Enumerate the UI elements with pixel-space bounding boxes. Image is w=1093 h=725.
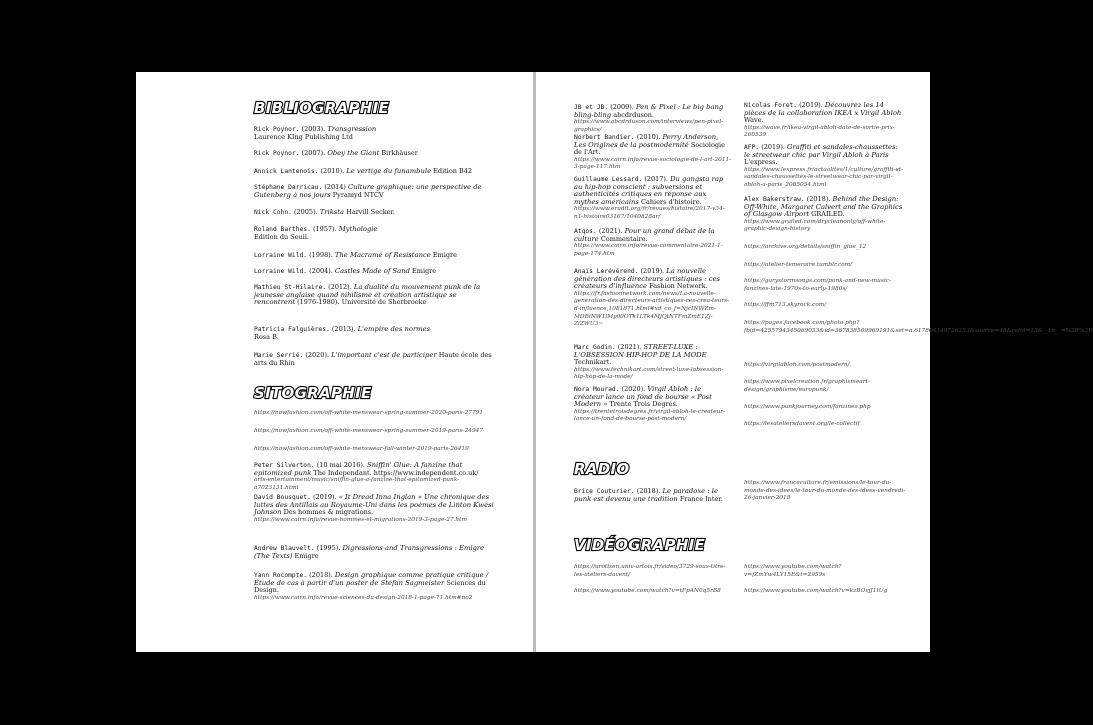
bib-entry — [254, 184, 494, 199]
entry-author: JB et JB. — [574, 104, 609, 111]
entry-title: Pour un grand débat de la culture — [574, 227, 715, 243]
entry-publisher: Commentaire. — [598, 234, 648, 243]
entry-publisher: Wave. — [744, 116, 764, 125]
bib-entry — [254, 252, 494, 260]
entry-url[interactable]: https://urotisen.univ-artois.fr/video/3729-sous-titre-les-ateliers-davent/ — [574, 564, 726, 578]
entry-year: (2009). — [608, 103, 636, 111]
entry-author: Marie Serrié. — [254, 352, 304, 359]
entry-url[interactable]: https://www.grailed.com/drycleanonly/off-white-graphic-design-history — [744, 218, 886, 233]
sitographie-heading: SITOGRAPHIE — [254, 384, 372, 402]
entry-url[interactable]: https://www.cairn.info/revue-sciences-du-design-2018-1-page-71.htm#no2 — [254, 594, 473, 601]
entry-author: AFP. — [744, 144, 760, 151]
ref-entry — [574, 268, 732, 329]
entry-publisher: Sociologie de l'Art. — [574, 140, 725, 157]
entry-title: STREET-LUXE : L'OBSESSION HIP-HOP DE LA MODE — [574, 343, 707, 359]
entry-title: Design graphique comme pratique critique / Étude de cas à partir d'un poster de Stefan Sagmeister — [254, 571, 489, 587]
entry-year: (2004). — [307, 267, 335, 275]
entry-publisher: Fashion Network. — [647, 282, 708, 291]
ref-entry — [574, 344, 732, 382]
bib-entry — [254, 284, 494, 307]
entry-year: (2014) — [322, 183, 348, 191]
entry-url[interactable]: https://www.erudit.org/fr/revues/histoire/2017-v34-n1-histoire03167/1040828ar/ — [574, 206, 725, 220]
ref-entry — [574, 228, 732, 258]
entry-title: Virgil Abloh : le créateur lance un fond de bourse « Post Modern » — [574, 385, 712, 409]
entry-author: Patricia Falguières. — [254, 326, 330, 333]
entry-title: La nouvelle génération des directeurs artistiques : ces créateurs d'influence — [574, 267, 721, 291]
entry-url[interactable]: https://nowfashion.com/off-white-menswear-spring-summer-2019-paris-24947 — [254, 428, 484, 434]
left-page — [136, 72, 533, 652]
entry-author: Lorraine Wild. — [254, 252, 308, 259]
ref-entry — [744, 102, 906, 140]
entry-publisher: abcdrduson. — [611, 110, 655, 119]
bib-entry — [254, 168, 489, 176]
bib-entry — [254, 126, 489, 141]
entry-publisher: Haute école des arts du Rhin — [254, 351, 492, 367]
video-entry — [744, 564, 906, 579]
entry-title: L'important c'est de participer — [331, 351, 437, 359]
entry-url[interactable]: https://garystormsongs.com/punk-and-new-music-fanzines-late-1970s-to-early-1980s/ — [744, 278, 891, 292]
entry-publisher: (1976-1980). Université de Sherbrooke — [295, 298, 427, 307]
entry-title: Culture graphique: une perspective de Gutenberg à nos jours — [254, 183, 482, 199]
entry-year: (2020). — [303, 351, 332, 359]
video-entry — [744, 588, 906, 596]
entry-title: Obey the Giant — [327, 149, 380, 157]
entry-author: Lorraine Wild. — [254, 268, 308, 275]
entry-url[interactable]: https://fr.fashionnetwork.com/news/La-nouvelle-generation-des-directeurs-artistiques-ces-crea-teurs-d-influence,1081871.html#xd_co_f=NjcINWZm-MDBiNW1lMy00OTk1LTk4MjQtNTFmZmE1Zj-ZiZWU3~ — [574, 290, 730, 328]
ref-entry — [744, 379, 906, 394]
radio-entry — [574, 488, 732, 503]
entry-author: Rick Poynor. — [254, 150, 300, 157]
entry-author: Brice Couturier. — [574, 488, 635, 495]
entry-url[interactable]: https://trentetroisdegres.fr/virgil-abloh-le-createur-lance-un-fond-de-bourse-post-modern/ — [574, 408, 725, 423]
entry-url[interactable]: arts-entertainment/music/sniffin-glue-a-fanzine-that-epitomized-punk-a7023131.html — [254, 477, 460, 491]
entry-url[interactable]: https://www.youtube.com/watch?v=kzBOvjJ1tUg — [744, 588, 888, 594]
bibliographie-heading: BIBLIOGRAPHIE — [254, 99, 390, 117]
entry-year: (2003). — [299, 125, 328, 133]
entry-year: (2017). — [642, 175, 671, 183]
entry-author: Annick Lantenois. — [254, 168, 319, 175]
entry-author: Rick Poynor. — [254, 126, 300, 133]
entry-publisher: Laurence KIng Publishing Ltd — [254, 132, 353, 141]
ref-entry — [574, 386, 732, 424]
entry-year: (2012). — [326, 283, 354, 291]
entry-author: Anaïs Lerévérend. — [574, 268, 639, 275]
entry-author: Alex Bakerstraw. — [744, 196, 805, 203]
right-page — [536, 72, 1093, 652]
entry-url[interactable]: https://wave.fr/ikea-virgil-abloh-date-de-sortie-prix-260539 — [744, 124, 895, 139]
entry-url[interactable]: https://www.cairn.info/revue-sociologie-de-l-art-2011-3-page-117.htm — [574, 156, 732, 171]
entry-title: Découvrez les 14 pièces de la collaboration IKEA x Virgil Abloh — [744, 101, 902, 117]
entry-year: (2007). — [299, 149, 328, 157]
ref-entry — [744, 320, 1093, 335]
entry-year: (2010). — [634, 133, 663, 141]
entry-year: (2020). — [619, 385, 648, 393]
entry-author: Andrew Blauvelt. — [254, 545, 315, 552]
entry-author: Atqos. — [574, 228, 597, 235]
entry-url[interactable]: https://www.youtube.com/watch?v=fZmYw4LY15E&t=2959s — [744, 564, 842, 578]
entry-title: Perry Anderson, Les Origines de la postmodernité — [574, 133, 719, 149]
entry-publisher: The Independant. https://www.independent.co.uk/ — [311, 468, 479, 477]
bib-entry — [254, 150, 489, 158]
ref-entry — [744, 278, 906, 293]
ref-entry — [744, 302, 906, 310]
bib-entry — [254, 268, 494, 276]
entry-url[interactable]: https://www.punkjourney.com/fanzines.php — [744, 404, 871, 410]
entry-url[interactable]: https://ffm713.skyrock.com/ — [744, 302, 827, 308]
entry-title: Pen & Pixel : Le big bang bling-bling — [574, 103, 724, 119]
entry-year: (2021). — [596, 227, 625, 235]
entry-publisher: Cahiers d'histoire. — [638, 197, 702, 206]
entry-year: (2018). — [307, 571, 335, 579]
site-entry — [254, 462, 499, 492]
entry-url[interactable]: https://atelier-temeraire.tumblr.com/ — [744, 262, 853, 268]
entry-title: Digressions and Transgressions : Emigre (The Texts) — [254, 544, 485, 560]
radio-heading: RADIO — [574, 460, 630, 478]
entry-year: (2018). — [634, 487, 663, 495]
entry-title: Behind the Design: Off-White, Margaret Calvert and the Graphics of Glasgow Airport — [744, 195, 903, 219]
entry-year: (2018). — [804, 195, 833, 203]
entry-url[interactable]: https://nowfashion.com/off-white-menswear-spring-summer-2020-paris-27791 — [254, 410, 484, 416]
entry-url[interactable]: https://www.lexpress.fr/actualites/1/culture/graffiti-et-sandales-chaussettes-le-streetwear-chic-par-virgil-abloh-a-paris_2085054.html — [744, 166, 904, 188]
entry-author: Nora Mourad. — [574, 386, 620, 393]
entry-year: (1998). — [307, 251, 335, 259]
ref-entry — [744, 262, 906, 270]
site-entry — [254, 446, 499, 454]
entry-publisher: Birkhäuser — [379, 149, 418, 157]
bib-entry — [254, 226, 494, 241]
entry-url[interactable]: https://archive.org/details/sniffin_glue_12 — [744, 244, 867, 250]
ref-entry — [574, 176, 732, 222]
entry-url[interactable]: https://www.youtube.com/watch?v=tFpAN0q5rB8 — [574, 588, 721, 594]
entry-year: (2019). — [310, 493, 339, 501]
entry-title: L'empire des normes — [357, 325, 431, 333]
entry-author: Peter Silverton. — [254, 462, 315, 469]
entry-url[interactable]: https://virgilabloh.com/postmodern/ — [744, 362, 850, 368]
entry-url[interactable]: https://www.abcdrduson.com/interviews/pen-pixel-graphics/ — [574, 119, 724, 133]
entry-publisher: Emigre — [409, 267, 437, 275]
site-entry — [254, 410, 499, 418]
entry-publisher: Technikart. — [574, 358, 612, 367]
ref-entry — [744, 404, 906, 412]
entry-url[interactable]: https://nowfashion.com/off-white-menswear-fall-winter-2019-paris-26419 — [254, 446, 469, 452]
entry-url[interactable]: https://pages.facebook.com/photo.php?fbid=4255794345069033&id=367838509969191&set=a.617804149726253&source=48&refid=13&__tn__=%2B%3D — [744, 320, 1093, 334]
entry-author: Nick Cohn. — [254, 209, 292, 216]
entry-author: Mathieu St-Hilaire. — [254, 284, 327, 291]
entry-year: (1957). — [310, 225, 339, 233]
entry-publisher: France Inter. — [677, 494, 723, 503]
entry-title: Le paradoxe : le punk est devenu une tradition — [574, 487, 718, 503]
bib-entry — [254, 209, 494, 217]
entry-author: David Bousquet. — [254, 494, 311, 501]
entry-author: Nicolas Foret. — [744, 102, 798, 109]
entry-url[interactable]: https://www.pixelcreation.fr/graphismeart-design/graphisme/europunk/ — [744, 379, 870, 393]
entry-publisher: L'express. — [744, 158, 778, 167]
entry-title: The Macramé of Resistance — [334, 251, 431, 259]
entry-publisher: Rosa B. — [254, 332, 279, 341]
entry-year: (2005). — [291, 208, 320, 216]
site-entry — [254, 428, 499, 436]
entry-year: (2021). — [615, 343, 644, 351]
entry-title: Triksta — [319, 208, 345, 216]
entry-publisher: Edition B42 — [431, 167, 473, 175]
entry-url[interactable]: https://lesateliersdavent.org/le-collectif — [744, 421, 860, 427]
videographie-heading: VIDÉOGRAPHIE — [574, 536, 706, 554]
bib-entry — [254, 326, 494, 341]
site-entry — [254, 494, 499, 524]
entry-url[interactable]: https://www.technikart.com/street-luxe-lobsession-hip-hop-de-la-mode/ — [574, 366, 724, 381]
entry-publisher: Emigre — [292, 551, 319, 560]
entry-title: Transgression — [327, 125, 377, 133]
video-entry — [574, 588, 732, 596]
entry-year: (10 mai 2016). — [314, 461, 368, 469]
ref-entry — [574, 104, 732, 134]
entry-publisher: Trente Trois Degrés. — [607, 400, 678, 409]
ref-entry — [744, 244, 906, 252]
entry-publisher: Sciences du Design. — [254, 578, 486, 595]
entry-publisher: Edition du Seuil. — [254, 232, 309, 241]
entry-title: Castles Made of Sand — [334, 267, 410, 275]
entry-publisher: Pyramyd NTCV — [330, 190, 384, 199]
entry-year: (1995). — [314, 544, 343, 552]
entry-title: La dualité du mouvement punk de la jeunesse anglaise quand nihilisme et création artistique se rencontrent — [254, 283, 481, 307]
entry-url[interactable]: https://www.franceculture.fr/emissions/le-tour-du-monde-des-idees/le-tour-du-monde-des-idees-vendredi-26-janvier-2018 — [744, 480, 906, 502]
entry-author: Guillaume Lessard. — [574, 176, 643, 183]
entry-author: Marc Godin. — [574, 344, 616, 351]
video-entry — [574, 564, 732, 579]
ref-entry — [744, 421, 906, 429]
entry-author: Roland Barthes. — [254, 226, 311, 233]
ref-entry — [744, 144, 906, 190]
entry-title: « It Dread Inna Inglan » Une chronique des luttes des Antillais au Royaume-Uni dans les poèmes de Linton Kwesi Johnson — [254, 493, 494, 517]
ref-entry — [744, 362, 906, 370]
entry-author: Yann Rocompte. — [254, 572, 308, 579]
book-spread — [136, 72, 1093, 652]
site-entry — [254, 572, 499, 602]
entry-title: Du gangsta rap au hip-hop conscient : subversions et authenticités critiques en réponse aux mythes américains — [574, 175, 724, 206]
entry-publisher: Harvill Secker. — [344, 208, 395, 216]
entry-year: (2010). — [318, 167, 347, 175]
ref-entry — [574, 134, 732, 172]
entry-publisher: Des hommes & migrations. — [281, 508, 374, 517]
entry-url[interactable]: https://www.cairn.info/revue-commentaire-2021-1-page-174.htm — [574, 243, 723, 257]
entry-year: (2019). — [759, 143, 787, 151]
entry-year: (2013). — [329, 325, 358, 333]
entry-title: Mythologie — [338, 225, 378, 233]
entry-title: Graffiti et sandales-chaussettes: le streetwear chic par Virgil Abloh à Paris — [744, 143, 898, 159]
entry-year: (2019). — [797, 101, 825, 109]
entry-year: (2019). — [638, 267, 667, 275]
ref-entry — [744, 196, 906, 234]
entry-publisher: Emigre — [430, 251, 457, 259]
entry-url[interactable]: https://www.cairn.info/revue-hommes-et-migrations-2019-3-page-27.htm — [254, 516, 467, 523]
site-entry — [254, 545, 499, 560]
radio-entry — [744, 480, 906, 503]
entry-author: Stéphane Darricau. — [254, 184, 323, 191]
entry-publisher: GRAILED. — [809, 210, 845, 219]
entry-title: Sniffin' Glue: A fanzine that epitomized punk — [254, 461, 463, 477]
bib-entry — [254, 352, 499, 367]
entry-title: Le vertige du funambule — [346, 167, 432, 175]
entry-author: Norbert Bandier. — [574, 134, 635, 141]
